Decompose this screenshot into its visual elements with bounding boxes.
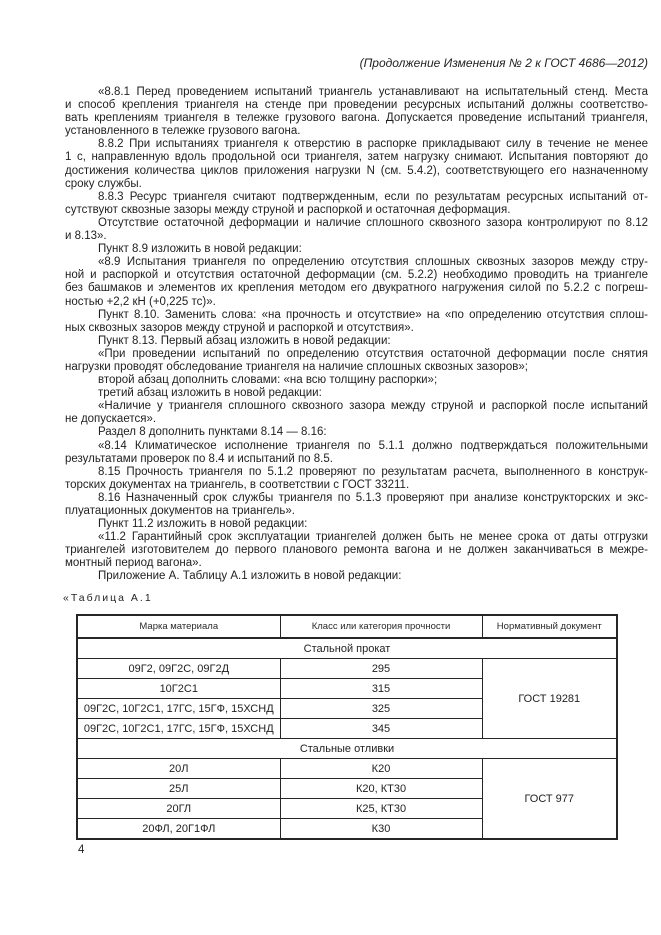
paragraph-line: 1 с, направленную вдоль продольной оси триангеля, затем нагрузку снимают. Испытания повторяют до — [65, 151, 648, 164]
table-section-title: Стальной прокат — [77, 638, 617, 659]
table-cell: К20 — [280, 759, 482, 779]
table-row — [77, 759, 617, 779]
table-section-row — [77, 739, 617, 759]
table-header-cell: Марка материала — [77, 615, 280, 638]
paragraph-line: без башмаков и элементов их крепления методом его двукратного нагружения силой по 5.2.2 с погреш- — [65, 282, 648, 295]
paragraph-line: и способ крепления триангеля на стенде при проведении ресурсных испытаний должны соответство- — [65, 99, 648, 112]
table-cell: 315 — [280, 679, 482, 699]
paragraph-line: плуатационных документов на триангель». — [65, 505, 295, 517]
paragraph-line: Пункт 11.2 изложить в новой редакции: — [98, 518, 308, 531]
table-cell: К30 — [280, 819, 482, 840]
table-cell: 09Г2С, 10Г2С1, 17ГС, 15ГФ, 15ХСНД — [77, 719, 280, 739]
normative-doc-cell: ГОСТ 977 — [482, 759, 617, 840]
paragraph-line: сутствуют сквозные зазоры между струной и распоркой и остаточная деформация. — [65, 203, 511, 216]
paragraph-line: Отсутствие остаточной деформации и наличие сплошного сквозного зазора контролируют по 8.12 — [98, 216, 648, 229]
table-label: «Таблица А.1 — [63, 592, 153, 604]
paragraph-line: достижения количества циклов приложения нагрузки N (см. 5.4.2), соответствующего его назначенному — [65, 164, 648, 177]
table-cell: 20ФЛ, 20Г1ФЛ — [77, 819, 280, 840]
paragraph-line: ных сквозных зазоров между струной и распоркой и отсутствия». — [65, 321, 414, 334]
table-cell: 345 — [280, 719, 482, 739]
table-cell: 09Г2, 09Г2С, 09Г2Д — [77, 659, 280, 679]
paragraph-line: Пункт 8.13. Первый абзац изложить в новой редакции: — [98, 334, 391, 347]
page-number: 4 — [78, 844, 85, 856]
paragraph-line: 8.15 Прочность триангеля по 5.1.2 проверяют по результатам расчета, выполненного в конструк- — [98, 465, 648, 478]
table-section-title: Стальные отливки — [77, 739, 617, 759]
table-row — [77, 659, 617, 679]
body-text — [65, 86, 648, 584]
table-cell: 25Л — [77, 779, 280, 799]
table-cell: 325 — [280, 699, 482, 719]
table-body — [77, 638, 617, 839]
table-header-row — [77, 615, 617, 638]
table-cell: 20Л — [77, 759, 280, 779]
table-cell: К25, КТ30 — [280, 799, 482, 819]
paragraph-line: не допускается». — [65, 413, 157, 426]
paragraph-line: 8.8.2 При испытаниях триангеля к отверстию в распорке прикладывают силу в течение не менее — [98, 138, 648, 151]
paragraph-line: Пункт 8.9 изложить в новой редакции: — [98, 243, 302, 256]
paragraph-line: Пункт 8.10. Заменить слова: «на прочность и отсутствие» на «по определению отсутствия сплош- — [98, 308, 648, 321]
paragraph-line: Раздел 8 дополнить пунктами 8.14 — 8.16: — [98, 426, 327, 439]
paragraph-line: «8.9 Испытания триангеля по определению отсутствия сплошных сквозных зазоров между стру- — [98, 256, 648, 269]
paragraph-line: третий абзац изложить в новой редакции: — [98, 387, 322, 400]
table-cell: 295 — [280, 659, 482, 679]
paragraph-line: монтный период вагона». — [65, 557, 202, 570]
table-cell: 10Г2С1 — [77, 679, 280, 699]
table-section-row — [77, 638, 617, 659]
document-header-note: (Продолжение Изменения № 2 к ГОСТ 4686—2012) — [359, 56, 648, 70]
paragraph-line: и 8.13». — [65, 230, 107, 243]
paragraph-line: Приложение А. Таблицу А.1 изложить в новой редакции: — [98, 570, 402, 583]
paragraph-line: «Наличие у триангеля сплошного сквозного зазора между струной и распоркой после испытаний — [98, 400, 648, 413]
paragraph-line: нагрузки проводят обследование триангеля на наличие сплошных сквозных зазоров»; — [65, 360, 528, 373]
paragraph-line: установленного в тележке грузового вагона. — [65, 125, 301, 138]
paragraph-line: результатами проверок по 8.4 и испытаний по 8.5. — [65, 452, 333, 465]
paragraph-line: второй абзац дополнить словами: «на всю толщину распорки»; — [98, 374, 438, 387]
paragraph-line: сроку службы. — [65, 177, 142, 190]
paragraph-line: вать креплениям триангеля в тележке грузового вагона. Допускается проведение испытаний триангеля, — [65, 112, 648, 125]
table-cell: К20, КТ30 — [280, 779, 482, 799]
paragraph-line: ностью +2,2 кН (+0,225 тс)». — [65, 295, 216, 308]
paragraph-line: 8.16 Назначенный срок службы триангеля по 5.1.3 проверяют при анализе конструкторских и экс- — [98, 491, 648, 504]
table-header-cell: Нормативный документ — [482, 615, 617, 638]
normative-doc-cell: ГОСТ 19281 — [482, 659, 617, 739]
paragraph-line: ной и распоркой и отсутствия остаточной деформации (см. 5.2.2) необходимо проводить на триангеле — [65, 269, 648, 282]
paragraph-line: 8.8.3 Ресурс триангеля считают подтвержденным, если по результатам ресурсных испытаний от- — [98, 190, 648, 203]
paragraph-line: «При проведении испытаний по определению отсутствия остаточной деформации после снятия — [98, 347, 648, 360]
paragraph-line: торских документах на триангель, в соответствии с ГОСТ 33211. — [65, 478, 410, 491]
paragraph-line: «8.8.1 Перед проведением испытаний триангель устанавливают на испытательный стенд. Места — [98, 86, 648, 98]
table-cell: 09Г2С, 10Г2С1, 17ГС, 15ГФ, 15ХСНД — [77, 699, 280, 719]
table-a1 — [76, 614, 618, 840]
paragraph-line: «11.2 Гарантийный срок эксплуатации триангелей должен быть не менее срока от даты отгрузки — [98, 531, 648, 544]
table-cell: 20ГЛ — [77, 799, 280, 819]
table-header-cell: Класс или категория прочности — [280, 615, 482, 638]
paragraph-line: «8.14 Климатическое исполнение триангеля по 5.1.1 должно подтверждаться положительными — [98, 439, 648, 452]
paragraph-line: триангелей изготовителем до первого планового ремонта вагона и не должен заканчиваться в межре- — [65, 544, 648, 557]
